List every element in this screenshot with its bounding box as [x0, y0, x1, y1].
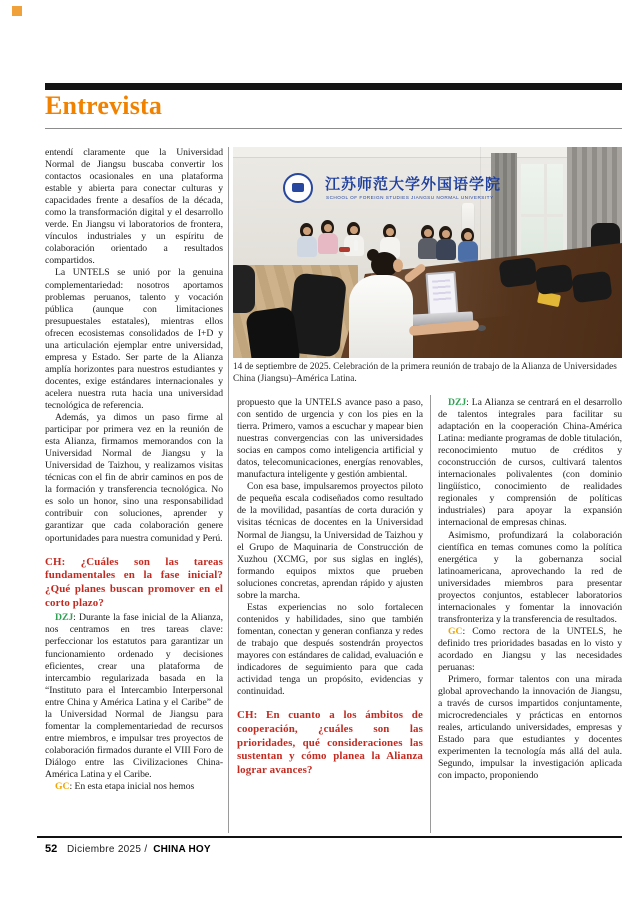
person-face	[386, 228, 394, 236]
paragraph-text: : La Alianza se centrará en el desarrollo de talentos integrales para facilitar su adaptación en la cooperación China-América Latina: mediante programas de doble titulación, reconocimiento mutuo de créditos y coconstrucción de cursos, cultivará talentos internacionales polivalentes (con dominio lingüístico, conocimiento de realidades regionales y comprensión de políticas industriales) para apoyar la expansión internacional de empresas chinas.	[438, 397, 622, 529]
photo-block	[233, 147, 622, 386]
interview-question: CH: En cuanto a los ámbitos de cooperación, ¿cuáles son las prioridades, qué consideraciones las sustentan y cómo planea la Alianza lograr avances?	[237, 709, 423, 776]
notebook	[339, 247, 350, 252]
person-face	[442, 230, 450, 238]
footer-rule	[37, 836, 622, 838]
text-column-3	[438, 397, 622, 833]
meeting-photo	[233, 147, 622, 358]
paragraph	[438, 626, 622, 674]
person-face	[350, 226, 358, 234]
paragraph	[45, 412, 223, 545]
chair	[498, 257, 537, 288]
speaker-label-dzj: DZJ	[55, 612, 74, 624]
page-number: 52	[45, 843, 58, 855]
magazine-name: CHINA HOY	[153, 844, 211, 855]
issue-date: Diciembre 2025 /	[67, 844, 148, 855]
chair	[534, 264, 573, 295]
chair	[233, 265, 255, 313]
water-bottle	[354, 240, 358, 251]
speaker-label-dzj: DZJ	[448, 397, 467, 408]
paragraph	[45, 781, 223, 793]
person-face	[324, 224, 332, 232]
person-torso	[297, 236, 317, 257]
person-face	[424, 229, 432, 237]
page-title: Entrevista	[45, 91, 163, 120]
paragraph-text: Además, ya dimos un paso firme al participar por primera vez en la reunión de esta Alianza, firmamos memorandos con la Universidad Normal de Jiangsu y la Universidad de Taizhou, y realizamos visitas técnicas con el fin de abrir caminos en pos de la formación y transferencia tecnológica. No es solo un honor, sino una responsabilidad contribuir con soluciones, aprender y garantizar que cada colaboración genere oportunidades para nuestra comunidad y Perú.	[45, 412, 223, 544]
paragraph	[237, 481, 423, 601]
paragraph-text: entendí claramente que la Universidad Normal de Jiangsu buscaba convertir los contactos ocasionales en una plataforma estable y abierta para conectar culturas y capacidades frente a desafíos de la década, como la transformación digital y el desarrollo verde. En Jiangsu vi laboratorios de frontera, vínculos industriales y un espíritu de colaboración orientado a resultados compartidos.	[45, 147, 223, 267]
chair	[571, 271, 612, 303]
photo-wall-seam	[480, 147, 481, 277]
banner-english-text: SCHOOL OF FOREIGN STUDIES JIANGSU NORMAL UNIVERSITY	[326, 196, 494, 201]
paragraph-text: Primero, formar talentos con una mirada global aprovechando la innovación de Jiangsu, a través de cursos impartidos conjuntamente, microcredenciales y prácticas en entornos reales, articulando universidades, empresas y Estado para que estudiantes y docentes experimenten la tecnología más allá del aula. Segundo, impulsar la investigación aplicada con impacto, proponiendo	[438, 674, 622, 782]
paragraph	[438, 397, 622, 530]
paragraph-text: : Como rectora de la UNTELS, he definido tres prioridades basadas en lo visto y acordado en Jiangsu y las necesidades peruanas:	[438, 625, 622, 674]
interview-question: CH: ¿Cuáles son las tareas fundamentales en la fase inicial? ¿Qué planes buscan promover en el corto plazo?	[45, 555, 223, 609]
person-torso	[436, 239, 456, 260]
foreground-woman-face	[393, 259, 403, 272]
corner-marker	[12, 6, 22, 16]
person-torso	[418, 238, 438, 259]
banner-chinese-text: 江苏师范大学外国语学院	[325, 177, 502, 193]
person-face	[303, 227, 311, 235]
column-divider-2	[430, 395, 431, 833]
chair	[245, 306, 301, 358]
person-face	[464, 232, 472, 240]
footer	[45, 843, 211, 855]
text-column-2	[237, 397, 423, 833]
paragraph	[438, 674, 622, 782]
paragraph-text: Estas experiencias no solo fortalecen contenidos y habilidades, sino que también fomentan, conectan y generan confianza y redes de trabajo que después sostendrán proyectos mayores con estándares de calidad, evaluación e indicadores de seguimiento para que cada actividad tenga un propósito, evidencias y continuidad.	[237, 601, 423, 698]
paragraph-text: propuesto que la UNTELS avance paso a paso, con sentido de urgencia y con los pies en la tierra. Primero, vamos a escuchar y mapear bien nuestras convergencias con las universidades socias en campos como inteligencia artificial y datos, telecomunicaciones, energías renovables, manufactura inteligente y gestión ambiental.	[237, 397, 423, 481]
laptop-screen	[425, 271, 458, 318]
seated-person	[418, 225, 438, 259]
seated-person	[318, 220, 338, 254]
paragraph	[237, 602, 423, 698]
paragraph	[45, 147, 223, 267]
photo-ceiling	[233, 147, 622, 158]
text-column-1	[45, 147, 223, 833]
person-torso	[318, 233, 338, 254]
paragraph	[45, 612, 223, 781]
column-divider-1	[228, 147, 229, 833]
foreground-woman-body	[349, 275, 413, 358]
paragraph-text: Asimismo, profundizará la colaboración científica en temas comunes como la política energética y la gobernanza social latinoamericana, aprovechando la red de universidades miembros para presentar proyectos conjuntos, establecer laboratorios internacionales y fomentar la innovación transfronteriza y la transferencia de resultados.	[438, 529, 622, 625]
seated-person	[436, 226, 456, 260]
person-torso	[458, 241, 478, 262]
title-rule	[45, 128, 622, 129]
paragraph-text: : En esta etapa inicial nos hemos	[69, 781, 195, 793]
paragraph	[438, 530, 622, 626]
paragraph	[237, 397, 423, 481]
seated-person	[458, 228, 478, 262]
seated-person	[297, 223, 317, 257]
paragraph-text: Con esa base, impulsaremos proyectos piloto de pequeña escala codiseñados como resultado de la movilidad, pasantías de corta duración y visitas técnicas de docentes en la Universidad Normal de Jiangsu, la Universidad de Taizhou y el Grupo de Maquinaria de Construcción de Xuzhou (XCMG, por sus siglas en inglés), formando equipos mixtos que prueben soluciones concretas, aprendan rápido y ajusten sobre la marcha.	[237, 481, 423, 601]
paragraph	[45, 267, 223, 412]
photo-caption: 14 de septiembre de 2025. Celebración de la primera reunión de trabajo de la Alianza de Universidades China (Jiangsu)–América Latina.	[233, 362, 617, 384]
header-bar	[45, 83, 622, 90]
speaker-label-gc: GC	[448, 625, 463, 637]
paragraph-text: : Durante la fase inicial de la Alianza, nos centramos en tres tareas clave: perfeccionar los estatutos para garantizar un funcionamiento ordenado y decisiones eficientes, crear una plataforma de intercambio regularizada basada en la “Instituto para el Intercambio Interpersonal entre China y América Latina y el Caribe” de la Universidad Normal de Jiangsu para fomentar la complementariedad de recursos entre miembros, e impulsar tres proyectos de colaboración firmados durante el VIII Foro de Diálogo entre las Civilizaciones China-América Latina y el Caribe.	[45, 612, 223, 780]
university-logo	[283, 173, 313, 203]
paragraph-text: La UNTELS se unió por la genuina complementariedad: nosotros aportamos problemas peruanos, talento y vocación pública (aunque con limitaciones presupuestales estatales), mientras ellos ofrecen ecosistemas consolidados de I+D y una articulación ejemplar entre universidad, empresa y Estado. Ser parte de la Alianza amplía horizontes para nuestros estudiantes y docentes, exige estándares internacionales y acelera nuestra ruta hacia una universidad tecnológica de referencia.	[45, 267, 223, 411]
speaker-label-gc: GC	[55, 781, 70, 793]
